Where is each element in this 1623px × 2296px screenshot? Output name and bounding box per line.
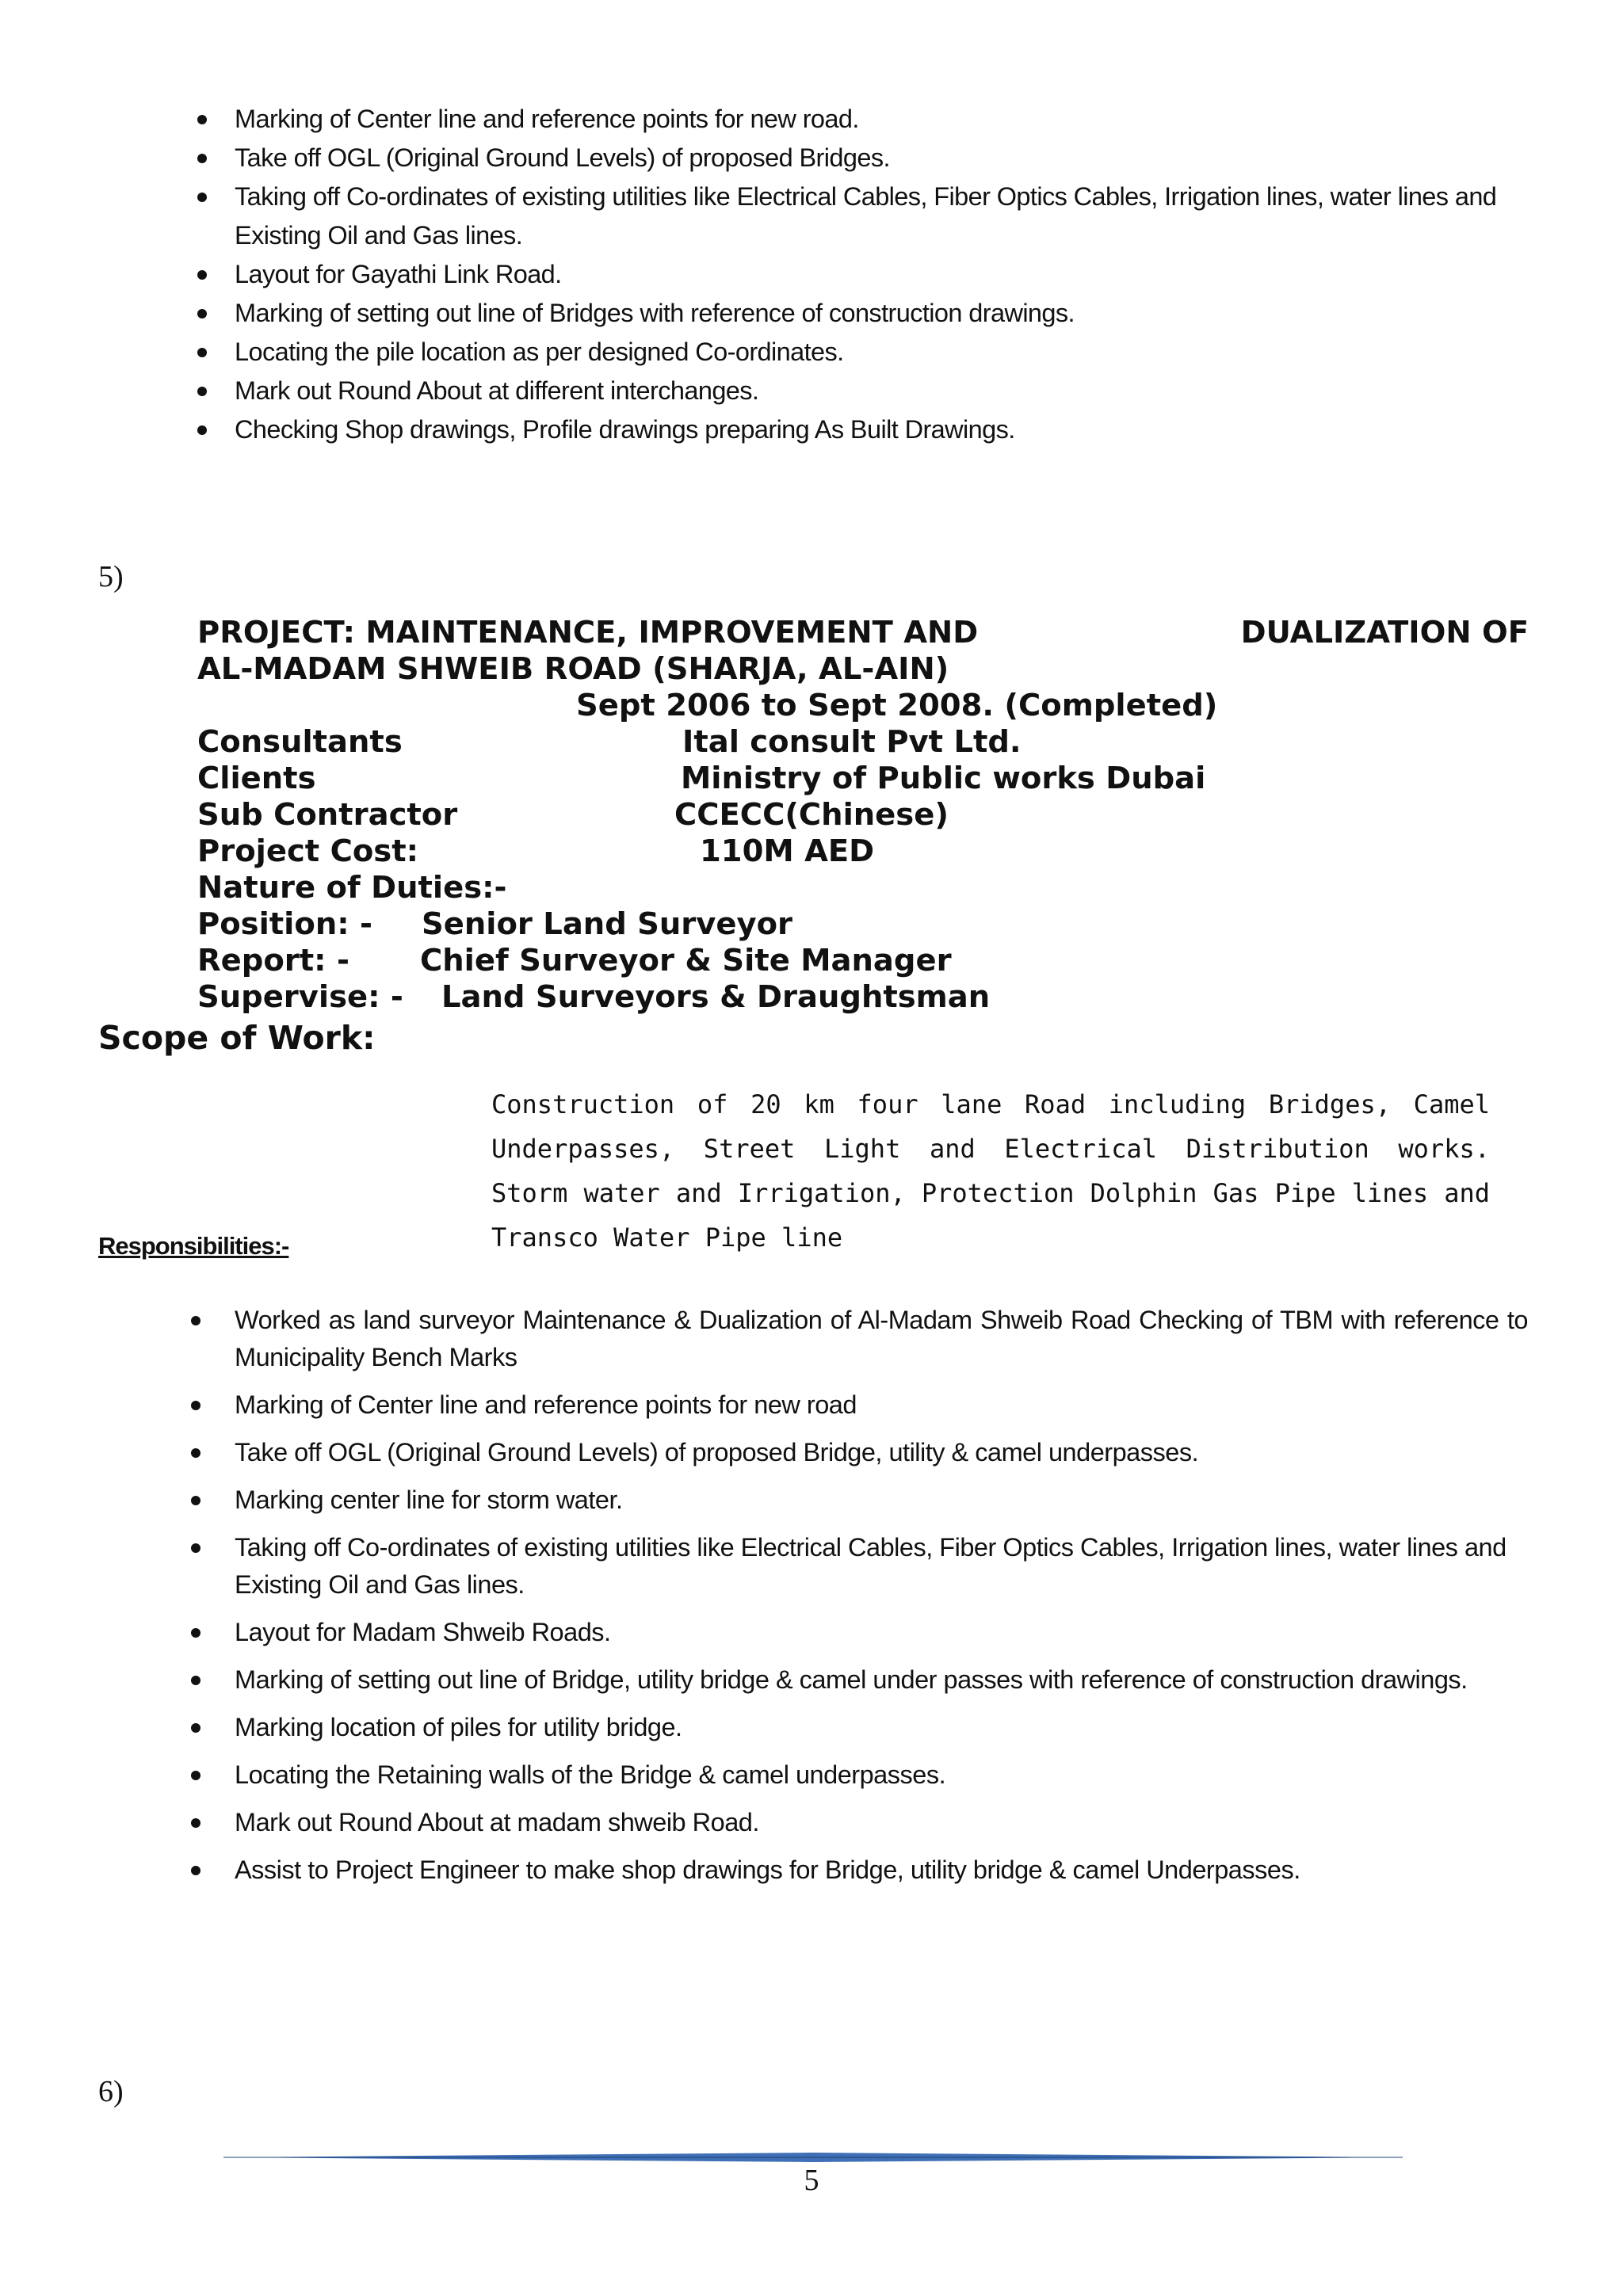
list-item: Take off OGL (Original Ground Levels) of proposed Bridge, utility & camel underpasses. bbox=[235, 1434, 1528, 1471]
list-item: Marking location of piles for utility bridge. bbox=[235, 1709, 1528, 1746]
responsibilities-heading: Responsibilities:- bbox=[98, 1232, 289, 1260]
duties-label: Nature of Duties:- bbox=[197, 870, 507, 906]
list-item: Marking of Center line and reference points for new road. bbox=[235, 100, 1518, 139]
list-item: Marking of setting out line of Bridges with reference of construction drawings. bbox=[235, 294, 1518, 333]
section-number-5: 5) bbox=[98, 560, 124, 593]
list-item: Mark out Round About at different interchanges. bbox=[235, 372, 1518, 410]
consultants-label: Consultants bbox=[197, 724, 403, 760]
project-title-tail: DUALIZATION OF bbox=[1240, 615, 1529, 650]
list-item: Layout for Madam Shweib Roads. bbox=[235, 1614, 1528, 1651]
list-item: Layout for Gayathi Link Road. bbox=[235, 255, 1518, 294]
list-item: Marking of setting out line of Bridge, utility bridge & camel under passes with reference of construction drawings. bbox=[235, 1661, 1528, 1699]
footer-divider bbox=[223, 2152, 1403, 2163]
subcontractor-value: CCECC(Chinese) bbox=[674, 797, 949, 833]
project-cost-label: Project Cost: bbox=[197, 833, 419, 869]
report-label: Report: - bbox=[197, 943, 349, 978]
report-value: Chief Surveyor & Site Manager bbox=[420, 943, 952, 978]
list-item: Locating the pile location as per designed Co-ordinates. bbox=[235, 333, 1518, 372]
consultants-value: Ital consult Pvt Ltd. bbox=[682, 724, 1022, 760]
section-number-6: 6) bbox=[98, 2075, 124, 2108]
project-title: PROJECT: MAINTENANCE, IMPROVEMENT AND bbox=[197, 615, 979, 650]
list-item: Worked as land surveyor Maintenance & Dualization of Al-Madam Shweib Road Checking of TBM with reference to Municipality Bench Marks bbox=[235, 1302, 1528, 1376]
clients-value: Ministry of Public works Dubai bbox=[681, 761, 1206, 796]
list-item: Mark out Round About at madam shweib Road. bbox=[235, 1804, 1528, 1841]
scope-of-work-text: Construction of 20 km four lane Road including Bridges, Camel Underpasses, Street Light and Electrical Distribution works. Storm water and Irrigation, Protection Dolphin Gas Pipe lines and Transco Water Pipe line bbox=[491, 1089, 1490, 1253]
list-item: Marking center line for storm water. bbox=[235, 1482, 1528, 1519]
project-cost-value: 110M AED bbox=[700, 833, 875, 869]
list-item: Checking Shop drawings, Profile drawings preparing As Built Drawings. bbox=[235, 410, 1518, 449]
list-item: Marking of Center line and reference points for new road bbox=[235, 1386, 1528, 1424]
list-item: Assist to Project Engineer to make shop drawings for Bridge, utility bridge & camel Underpasses. bbox=[235, 1852, 1528, 1889]
subcontractor-label: Sub Contractor bbox=[197, 797, 458, 833]
position-label: Position: - bbox=[197, 906, 373, 942]
supervise-label: Supervise: - bbox=[197, 979, 403, 1015]
project-title-line2: AL-MADAM SHWEIB ROAD (SHARJA, AL-AIN) bbox=[197, 651, 949, 687]
list-item: Taking off Co-ordinates of existing utilities like Electrical Cables, Fiber Optics Cables, Irrigation lines, water lines and Existing Oil and Gas lines. bbox=[235, 1529, 1528, 1604]
list-item: Taking off Co-ordinates of existing utilities like Electrical Cables, Fiber Optics Cables, Irrigation lines, water lines and Existing Oil and Gas lines. bbox=[235, 177, 1518, 255]
list-item: Locating the Retaining walls of the Bridge & camel underpasses. bbox=[235, 1756, 1528, 1794]
supervise-value: Land Surveyors & Draughtsman bbox=[441, 979, 991, 1015]
project-period: Sept 2006 to Sept 2008. (Completed) bbox=[576, 688, 1218, 723]
project-details bbox=[197, 615, 1529, 1016]
clients-label: Clients bbox=[197, 761, 316, 796]
scope-of-work-heading: Scope of Work: bbox=[98, 1019, 376, 1057]
previous-project-task-list bbox=[235, 100, 1518, 449]
position-value: Senior Land Surveyor bbox=[422, 906, 793, 942]
responsibilities-list bbox=[235, 1302, 1528, 1899]
page-number: 5 bbox=[804, 2164, 819, 2197]
list-item: Take off OGL (Original Ground Levels) of proposed Bridges. bbox=[235, 139, 1518, 177]
